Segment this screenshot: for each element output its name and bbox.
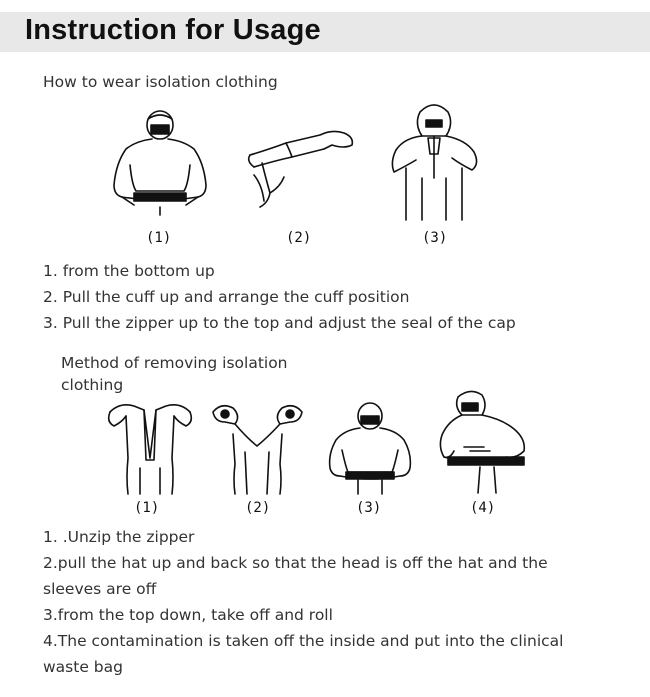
remove-figure-4-drawing xyxy=(440,391,524,493)
wear-section-title: How to wear isolation clothing xyxy=(43,73,278,91)
wear-step-2: 2. Pull the cuff up and arrange the cuff position xyxy=(43,288,410,306)
remove-figure-label-4: (4) xyxy=(470,500,496,516)
remove-figure-1 xyxy=(100,398,200,518)
wear-figure-3 xyxy=(382,98,492,250)
remove-section-title xyxy=(61,352,288,396)
remove-figure-label-1: (1) xyxy=(134,500,160,516)
remove-figure-4 xyxy=(430,385,535,518)
remove-step-3: 3.from the top down, take off and roll xyxy=(43,606,333,624)
wear-step-1: 1. from the bottom up xyxy=(43,262,215,280)
wear-figure-label-2: (2) xyxy=(286,230,312,246)
remove-figure-1-drawing xyxy=(109,405,192,494)
wear-figure-2 xyxy=(240,115,365,250)
wear-steps-list xyxy=(43,258,516,336)
wear-figure-1 xyxy=(100,105,220,250)
remove-step-4-line-2: waste bag xyxy=(43,658,123,676)
wear-figure-2-drawing xyxy=(249,131,353,207)
remove-steps-list xyxy=(43,524,563,680)
header-bar xyxy=(0,12,650,52)
remove-figure-3-drawing xyxy=(330,403,411,494)
page-title: Instruction for Usage xyxy=(25,14,321,46)
wear-step-3: 3. Pull the zipper up to the top and adjust the seal of the cap xyxy=(43,314,516,332)
remove-step-1: 1. .Unzip the zipper xyxy=(43,528,195,546)
remove-step-4-line-1: 4.The contamination is taken off the inside and put into the clinical xyxy=(43,632,564,650)
wear-figure-label-1: (1) xyxy=(146,230,172,246)
remove-title-line-1: Method of removing isolation xyxy=(61,354,288,372)
wear-figure-1-drawing xyxy=(114,111,206,215)
remove-figure-label-3: (3) xyxy=(356,500,382,516)
remove-step-2-line-2: sleeves are off xyxy=(43,580,157,598)
remove-step-2-line-1: 2.pull the hat up and back so that the head is off the hat and the xyxy=(43,554,548,572)
remove-figure-label-2: (2) xyxy=(245,500,271,516)
wear-figure-label-3: (3) xyxy=(422,230,448,246)
remove-figure-3 xyxy=(318,398,423,518)
remove-title-line-2: clothing xyxy=(61,376,124,394)
remove-figure-2 xyxy=(205,398,310,518)
remove-figure-2-drawing xyxy=(213,406,302,494)
wear-figure-3-drawing xyxy=(392,105,476,220)
